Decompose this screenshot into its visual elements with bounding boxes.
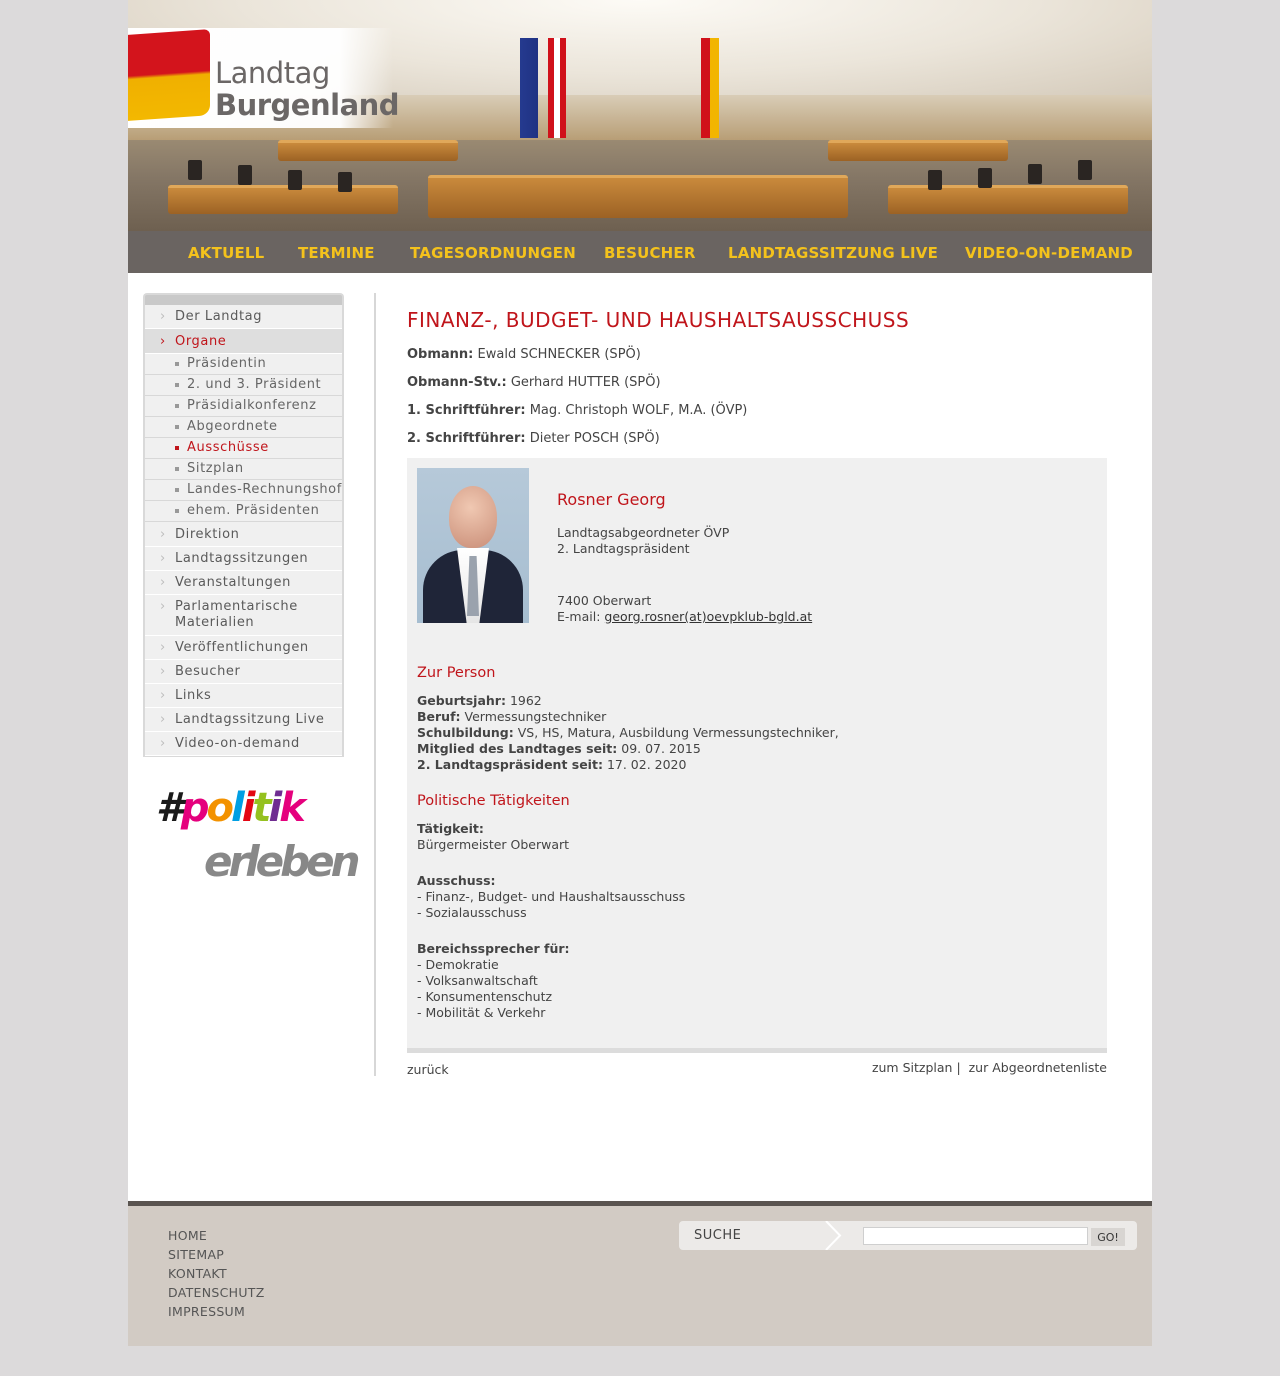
member-email-row <box>557 609 812 624</box>
desk-image <box>168 185 398 214</box>
fact-label: Schulbildung: <box>417 725 514 740</box>
chevron-right-icon: › <box>160 309 166 324</box>
bullet-square-icon <box>175 362 179 366</box>
austria-flag-image <box>548 38 566 138</box>
seat-image <box>928 170 942 190</box>
main-navigation <box>128 231 1152 273</box>
member-title-2: 2. Landtagspräsident <box>557 541 690 556</box>
sidebar-item-label: Veranstaltungen <box>175 575 291 590</box>
bullet-square-icon <box>175 383 179 387</box>
fact-label: Mitglied des Landtages seit: <box>417 741 618 756</box>
footer-link-kontakt[interactable]: KONTAKT <box>168 1266 227 1281</box>
nav-item-landtagssitzung-live[interactable]: LANDTAGSSITZUNG LIVE <box>728 244 939 262</box>
sidebar-item-direktion[interactable] <box>145 523 342 547</box>
fact-label: Beruf: <box>417 709 461 724</box>
sidebar-subitem-2-und-3-praesident[interactable] <box>145 375 342 396</box>
sidebar-item-label: Landtagssitzung Live <box>175 712 325 727</box>
bullet-square-icon <box>175 446 179 450</box>
sidebar-item-label: Organe <box>175 334 227 349</box>
search-label: SUCHE <box>694 1228 742 1243</box>
sidebar-item-veroeffentlichungen[interactable] <box>145 636 342 660</box>
chevron-right-icon: › <box>160 688 166 703</box>
footer-link-home[interactable]: HOME <box>168 1228 208 1243</box>
desk-image <box>828 140 1008 161</box>
sidebar-bottom-border <box>143 756 344 757</box>
erleben-logo-text: erleben <box>204 837 357 886</box>
chevron-right-icon: › <box>160 640 166 655</box>
taetigkeit-label <box>417 821 484 836</box>
desk-image <box>278 140 458 161</box>
sidebar-subitem-ehem-praesidenten[interactable] <box>145 501 342 522</box>
role-obmann <box>407 347 641 362</box>
chevron-right-icon: › <box>160 551 166 566</box>
fact-schulbildung <box>417 725 839 740</box>
fact-beruf <box>417 709 606 724</box>
bereichssprecher-label <box>417 941 570 956</box>
member-title-1: Landtagsabgeordneter ÖVP <box>557 525 730 540</box>
footer-link-sitemap[interactable]: SITEMAP <box>168 1247 225 1262</box>
ausschuss-label-text: Ausschuss: <box>417 873 496 888</box>
fact-value: 17. 02. 2020 <box>606 757 687 772</box>
column-divider <box>374 293 376 1076</box>
chevron-right-icon: › <box>160 599 166 614</box>
footer <box>128 1201 1152 1346</box>
logo[interactable] <box>128 28 400 128</box>
role-value: Mag. Christoph WOLF, M.A. (ÖVP) <box>529 403 748 418</box>
sidebar-subitem-praesidentin[interactable] <box>145 354 342 375</box>
sidebar-subitem-sitzplan[interactable] <box>145 459 342 480</box>
bereich-item: - Mobilität & Verkehr <box>417 1005 546 1020</box>
bullet-square-icon <box>175 425 179 429</box>
sidebar-item-der-landtag[interactable] <box>145 305 342 329</box>
sidebar-subitem-label: Präsidentin <box>187 356 267 371</box>
desk-image <box>888 185 1128 214</box>
sidebar-subitem-label: Ausschüsse <box>187 440 269 455</box>
bereich-item: - Konsumentenschutz <box>417 989 553 1004</box>
chevron-right-icon: › <box>160 736 166 751</box>
sitzplan-link[interactable]: zum Sitzplan <box>871 1060 953 1075</box>
politik-logo-text: #politik <box>156 785 303 831</box>
email-link[interactable]: georg.rosner(at)oevpklub-bgld.at <box>604 609 813 624</box>
sidebar-item-label: Besucher <box>175 664 241 679</box>
seat-image <box>338 172 352 192</box>
page-title: FINANZ-, BUDGET- UND HAUSHALTSAUSSCHUSS <box>407 308 910 332</box>
member-photo <box>417 468 529 623</box>
search-box <box>679 1221 1137 1250</box>
header-banner <box>128 0 1152 231</box>
role-value: Gerhard HUTTER (SPÖ) <box>510 375 661 390</box>
logo-text-landtag: Landtag <box>215 56 330 90</box>
sidebar-item-label: Veröffentlichungen <box>175 640 309 655</box>
section-title-zur-person: Zur Person <box>417 665 496 681</box>
sidebar-item-parlamentarische-materialien[interactable] <box>145 595 342 636</box>
taetigkeit-label-text: Tätigkeit: <box>417 821 484 836</box>
flag-icon <box>128 29 210 121</box>
back-link[interactable]: zurück <box>407 1062 449 1077</box>
burgenland-flag-image <box>701 38 719 138</box>
sidebar <box>143 293 344 757</box>
fact-value: VS, HS, Matura, Ausbildung Vermessungstechniker, <box>517 725 839 740</box>
role-label: 2. Schriftführer: <box>407 431 526 446</box>
role-schriftfuehrer-1 <box>407 403 747 418</box>
fact-value: Vermessungstechniker <box>464 709 607 724</box>
seat-image <box>288 170 302 190</box>
sidebar-subitem-label: Sitzplan <box>187 461 244 476</box>
fact-praesident-seit <box>417 757 686 772</box>
footer-link-datenschutz[interactable]: DATENSCHUTZ <box>168 1285 265 1300</box>
nav-item-besucher[interactable]: BESUCHER <box>604 244 696 262</box>
role-label: 1. Schriftführer: <box>407 403 526 418</box>
sidebar-item-label: Direktion <box>175 527 240 542</box>
seat-image <box>978 168 992 188</box>
sidebar-item-links[interactable] <box>145 684 342 708</box>
ausschuss-item: - Finanz-, Budget- und Haushaltsausschuss <box>417 889 686 904</box>
member-name: Rosner Georg <box>557 490 666 509</box>
link-separator: | <box>956 1060 961 1075</box>
seat-image <box>238 165 252 185</box>
member-city: 7400 Oberwart <box>557 593 652 608</box>
role-schriftfuehrer-2 <box>407 431 660 446</box>
fact-label: 2. Landtagspräsident seit: <box>417 757 603 772</box>
fact-label: Geburtsjahr: <box>417 693 506 708</box>
right-links <box>872 1060 1107 1075</box>
logo-text-burgenland: Burgenland <box>215 88 400 122</box>
sidebar-subitem-abgeordnete[interactable] <box>145 417 342 438</box>
abgeordnetenliste-link[interactable]: zur Abgeordnetenliste <box>968 1060 1107 1075</box>
bullet-square-icon <box>175 488 179 492</box>
sidebar-subitem-label: Abgeordnete <box>187 419 278 434</box>
sidebar-item-label: Der Landtag <box>175 309 263 324</box>
photo-head <box>449 486 497 548</box>
sidebar-item-video-on-demand[interactable] <box>145 732 342 756</box>
chevron-right-icon: › <box>160 664 166 679</box>
sidebar-subitem-praesidialkonferenz[interactable] <box>145 396 342 417</box>
bullet-square-icon <box>175 467 179 471</box>
footer-links <box>168 1226 265 1321</box>
section-title-politische-taetigkeiten: Politische Tätigkeiten <box>417 793 570 809</box>
taetigkeit-value: Bürgermeister Oberwart <box>417 837 570 852</box>
seat-image <box>1028 164 1042 184</box>
sidebar-top-bar <box>143 293 344 305</box>
fact-mitglied-seit <box>417 741 701 756</box>
member-card <box>407 458 1107 1053</box>
role-label: Obmann-Stv.: <box>407 375 507 390</box>
role-label: Obmann: <box>407 347 474 362</box>
bullet-square-icon <box>175 509 179 513</box>
chevron-right-icon: › <box>160 575 166 590</box>
search-input[interactable] <box>863 1227 1088 1245</box>
sidebar-item-landtagssitzungen[interactable] <box>145 547 342 571</box>
sidebar-item-landtagssitzung-live[interactable] <box>145 708 342 732</box>
fact-value: 1962 <box>509 693 542 708</box>
sidebar-subitem-label: Landes-Rechnungshof <box>187 482 342 497</box>
page <box>128 0 1152 1346</box>
bereich-item: - Volksanwaltschaft <box>417 973 538 988</box>
search-go-button[interactable]: GO! <box>1091 1228 1125 1246</box>
sidebar-item-label: Video-on-demand <box>175 736 300 751</box>
sidebar-item-label: Links <box>175 688 212 703</box>
nav-item-tagesordnungen[interactable]: TAGESORDNUNGEN <box>410 244 576 262</box>
sidebar-menu <box>143 305 344 756</box>
bullet-square-icon <box>175 404 179 408</box>
bereichssprecher-label-text: Bereichssprecher für: <box>417 941 570 956</box>
sidebar-subitem-landes-rechnungshof[interactable] <box>145 480 342 501</box>
footer-link-impressum[interactable]: IMPRESSUM <box>168 1304 246 1319</box>
ausschuss-item: - Sozialausschuss <box>417 905 527 920</box>
fact-geburtsjahr <box>417 693 542 708</box>
sidebar-item-besucher[interactable] <box>145 660 342 684</box>
nav-item-aktuell[interactable]: AKTUELL <box>188 244 265 262</box>
role-value: Dieter POSCH (SPÖ) <box>529 431 660 446</box>
role-value: Ewald SCHNECKER (SPÖ) <box>477 347 641 362</box>
chevron-right-icon: › <box>160 712 166 727</box>
bereich-item: - Demokratie <box>417 957 499 972</box>
nav-item-termine[interactable]: TERMINE <box>298 244 375 262</box>
eu-flag-image <box>520 38 538 138</box>
sidebar-item-organe[interactable] <box>145 329 342 354</box>
sidebar-subitem-label: 2. und 3. Präsident <box>187 377 322 392</box>
desk-image <box>428 175 848 218</box>
fact-value: 09. 07. 2015 <box>621 741 701 756</box>
sidebar-item-veranstaltungen[interactable] <box>145 571 342 595</box>
sidebar-subitem-label: ehem. Präsidenten <box>187 503 320 518</box>
chevron-right-icon <box>824 1221 844 1250</box>
chevron-right-icon: › <box>160 527 166 542</box>
seat-image <box>188 160 202 180</box>
nav-item-video-on-demand[interactable]: VIDEO-ON-DEMAND <box>965 244 1133 262</box>
chevron-right-icon: › <box>160 334 166 349</box>
politik-erleben-logo[interactable] <box>156 785 357 901</box>
seat-image <box>1078 160 1092 180</box>
sidebar-subitem-ausschuesse[interactable] <box>145 438 342 459</box>
ausschuss-label <box>417 873 496 888</box>
sidebar-item-label: Parlamentarische Materialien <box>175 599 298 630</box>
sidebar-subitem-label: Präsidialkonferenz <box>187 398 317 413</box>
sidebar-item-label: Landtagssitzungen <box>175 551 309 566</box>
role-obmann-stv <box>407 375 661 390</box>
email-label: E-mail: <box>557 609 601 624</box>
